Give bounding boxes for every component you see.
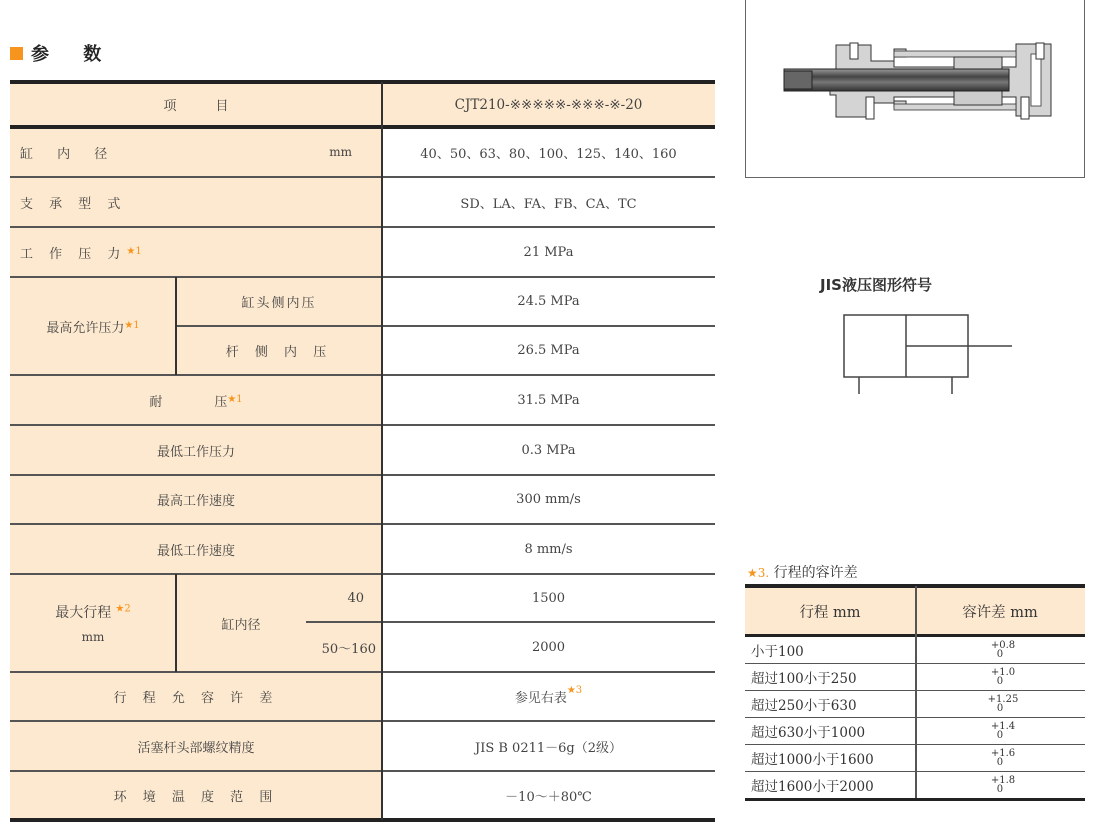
column-divider [175, 277, 177, 375]
row-divider [10, 374, 715, 376]
tolerance-row: 小于100 +0.8 0 [751, 640, 1016, 660]
orange-square-icon [10, 47, 23, 60]
row-max-stroke-bore-50-160: 50～160 [321, 641, 376, 657]
row-divider [10, 474, 715, 476]
row-divider [10, 770, 715, 772]
header-divider [10, 125, 715, 129]
section-title-text: 参 数 [31, 44, 116, 65]
row-stroke-tolerance-label: 行 程 允 容 许 差 [113, 691, 279, 706]
cylinder-image [745, 0, 1085, 178]
tolerance-table [745, 584, 1085, 824]
row-min-speed-value: 8 mm/s [524, 541, 573, 557]
row-max-stroke-value-40: 1500 [531, 590, 566, 606]
row-max-speed-value: 300 mm/s [516, 492, 581, 507]
row-max-pressure-label: 最高允许压力 ★1 [46, 320, 140, 336]
row-thread-precision-label: 活塞杆头部螺纹精度 [137, 740, 255, 756]
table-bottom-border [745, 798, 1085, 801]
tolerance-row: 超过100小于250 +1.0 0 [751, 667, 1016, 687]
row-min-pressure-label: 最低工作压力 [156, 444, 235, 460]
row-mounting-value: SD、LA、FA、FB、CA、TC [460, 196, 637, 212]
row-temperature-label: 环 境 温 度 范 围 [113, 790, 279, 805]
jis-symbol-title: JIS液压图形符号 [820, 276, 932, 294]
row-working-pressure-value: 21 MPa [523, 244, 574, 260]
star-note-icon: ★3. [747, 566, 770, 580]
header-model: CJT210-※※※※※-※※※-※-20 [454, 96, 643, 113]
row-bore-unit: mm [329, 145, 352, 159]
row-divider [10, 176, 715, 178]
cylinder-symbol-icon [840, 310, 1020, 400]
row-thread-precision-value: JIS B 0211－6g（2级） [474, 740, 623, 756]
row-mounting-label: 支 承 型 式 [20, 196, 127, 212]
row-divider [10, 276, 715, 278]
row-divider [10, 720, 715, 722]
table-bottom-border [10, 818, 715, 822]
star-note-icon: ★2 [115, 603, 131, 615]
row-divider [176, 325, 715, 327]
row-divider [306, 621, 715, 623]
header-stroke: 行程 mm [799, 604, 861, 621]
row-max-pressure-rod-value: 26.5 MPa [517, 343, 580, 358]
row-max-stroke-bore-label: 缸内径 [221, 617, 261, 633]
column-divider [175, 574, 177, 672]
row-working-pressure-label: 工 作 压 力 ★1 [20, 246, 142, 262]
tolerance-row: 超过250小于630 +1.25 0 [751, 694, 1019, 714]
row-bore-value: 40、50、63、80、100、125、140、160 [420, 146, 677, 162]
row-temperature-value: －10～＋80℃ [505, 790, 592, 805]
row-min-pressure-value: 0.3 MPa [521, 442, 576, 458]
row-min-speed-label: 最低工作速度 [156, 543, 235, 559]
row-max-stroke-label: 最大行程 $^{★2}$ mm [55, 603, 131, 644]
row-proof-pressure-label: 耐 压 ★1 [149, 394, 243, 410]
tolerance-row: 超过1600小于2000 +1.8 0 [751, 775, 1016, 795]
row-max-pressure-head-value: 24.5 MPa [517, 294, 580, 309]
row-max-pressure-head-label: 缸头侧内压 [241, 296, 317, 311]
tolerance-row: 超过630小于1000 +1.4 0 [751, 721, 1016, 741]
hydraulic-cylinder-icon [746, 0, 1083, 176]
section-title [10, 41, 115, 65]
row-divider [10, 573, 715, 575]
tolerance-row: 超过1000小于1600 +1.6 0 [751, 748, 1016, 768]
row-proof-pressure-value: 31.5 MPa [517, 392, 580, 408]
header-item: 项 目 [163, 99, 229, 114]
row-divider [10, 671, 715, 673]
header-tolerance: 容许差 mm [962, 604, 1038, 621]
row-divider [10, 523, 715, 525]
row-max-pressure-rod-label: 杆 侧 内 压 [225, 345, 333, 360]
row-stroke-tolerance-value: 参见右表 ★3 [514, 684, 583, 706]
column-divider [915, 586, 917, 798]
row-max-speed-label: 最高工作速度 [156, 494, 235, 509]
row-bore-label: 缸 内 径 mm [20, 145, 352, 162]
row-max-stroke-bore-40: 40 [347, 590, 364, 606]
table-top-border [10, 80, 715, 84]
row-divider [10, 424, 715, 426]
row-max-stroke-value-50-160: 2000 [531, 639, 566, 655]
jis-hydraulic-symbol [840, 310, 1020, 404]
tolerance-caption: ★3. 行程的容许差 [747, 565, 858, 581]
row-divider [10, 226, 715, 228]
column-divider [381, 82, 383, 820]
